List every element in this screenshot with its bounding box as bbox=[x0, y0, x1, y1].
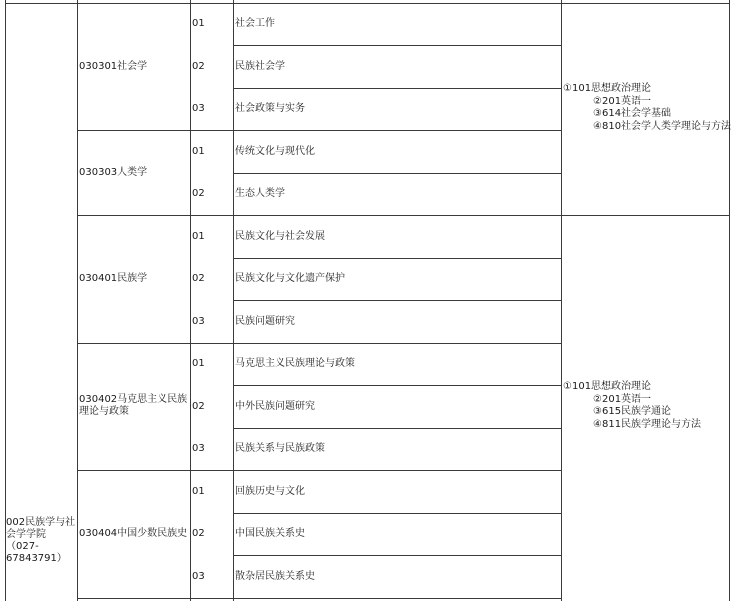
grid-line bbox=[233, 300, 562, 301]
direction-name: 民族社会学 bbox=[235, 61, 285, 72]
direction-code: 01 bbox=[192, 146, 205, 157]
grid-line bbox=[233, 428, 562, 429]
direction-name: 散杂居民族关系史 bbox=[235, 571, 315, 582]
direction-name: 生态人类学 bbox=[235, 188, 285, 199]
direction-name: 中外民族问题研究 bbox=[235, 401, 315, 412]
direction-code: 01 bbox=[192, 358, 205, 369]
grid-line bbox=[77, 0, 78, 601]
direction-code: 02 bbox=[192, 273, 205, 284]
exam-subject: ④810社会学人类学理论与方法 bbox=[593, 120, 732, 132]
grid-line bbox=[233, 385, 562, 386]
grid-line bbox=[233, 513, 562, 514]
college-name: 002民族学与社会学学院（027-67843791） bbox=[6, 517, 76, 564]
exam-subject: ②201英语一 bbox=[593, 95, 652, 107]
direction-name: 社会政策与实务 bbox=[235, 103, 305, 114]
direction-code: 02 bbox=[192, 401, 205, 412]
grid-line bbox=[233, 258, 562, 259]
direction-name: 马克思主义民族理论与政策 bbox=[235, 358, 355, 369]
direction-name: 民族文化与文化遗产保护 bbox=[235, 273, 345, 284]
direction-code: 03 bbox=[192, 103, 205, 114]
exam-subjects bbox=[563, 83, 731, 133]
grid-line bbox=[233, 173, 562, 174]
grid-line bbox=[77, 215, 730, 216]
grid-line bbox=[5, 3, 730, 4]
major-name: 030404中国少数民族史 bbox=[79, 528, 188, 539]
direction-code: 02 bbox=[192, 61, 205, 72]
direction-name: 社会工作 bbox=[235, 18, 275, 29]
direction-name: 回族历史与文化 bbox=[235, 486, 305, 497]
direction-code: 02 bbox=[192, 188, 205, 199]
exam-subject: ④811民族学理论与方法 bbox=[593, 418, 702, 430]
grid-line bbox=[77, 598, 562, 599]
direction-name: 民族关系与民族政策 bbox=[235, 443, 325, 454]
direction-code: 01 bbox=[192, 18, 205, 29]
major-name: 030303人类学 bbox=[79, 167, 148, 178]
grid-line bbox=[233, 45, 562, 46]
grid-line bbox=[233, 88, 562, 89]
exam-subject: ③614社会学基础 bbox=[593, 108, 672, 119]
grid-line bbox=[77, 343, 562, 344]
major-name: 030401民族学 bbox=[79, 273, 148, 284]
exam-subject: ②201英语一 bbox=[593, 393, 652, 405]
direction-name: 传统文化与现代化 bbox=[235, 146, 315, 157]
direction-code: 01 bbox=[192, 231, 205, 242]
grid-line bbox=[77, 470, 562, 471]
direction-name: 中国民族关系史 bbox=[235, 528, 305, 539]
direction-name: 民族问题研究 bbox=[235, 316, 295, 327]
grid-line bbox=[233, 555, 562, 556]
exam-subject: ①101思想政治理论 bbox=[563, 83, 652, 94]
major-name: 030301社会学 bbox=[79, 61, 148, 72]
exam-subjects bbox=[563, 381, 701, 431]
direction-code: 03 bbox=[192, 571, 205, 582]
grid-line bbox=[5, 0, 6, 601]
direction-code: 02 bbox=[192, 528, 205, 539]
grid-line bbox=[77, 130, 562, 131]
direction-code: 03 bbox=[192, 316, 205, 327]
exam-subject: ③615民族学通论 bbox=[593, 406, 672, 417]
direction-name: 民族文化与社会发展 bbox=[235, 231, 325, 242]
direction-code: 01 bbox=[192, 486, 205, 497]
grid-line bbox=[190, 0, 191, 601]
direction-code: 03 bbox=[192, 443, 205, 454]
exam-subject: ①101思想政治理论 bbox=[563, 381, 652, 392]
major-name: 030402马克思主义民族理论与政策 bbox=[79, 394, 188, 417]
